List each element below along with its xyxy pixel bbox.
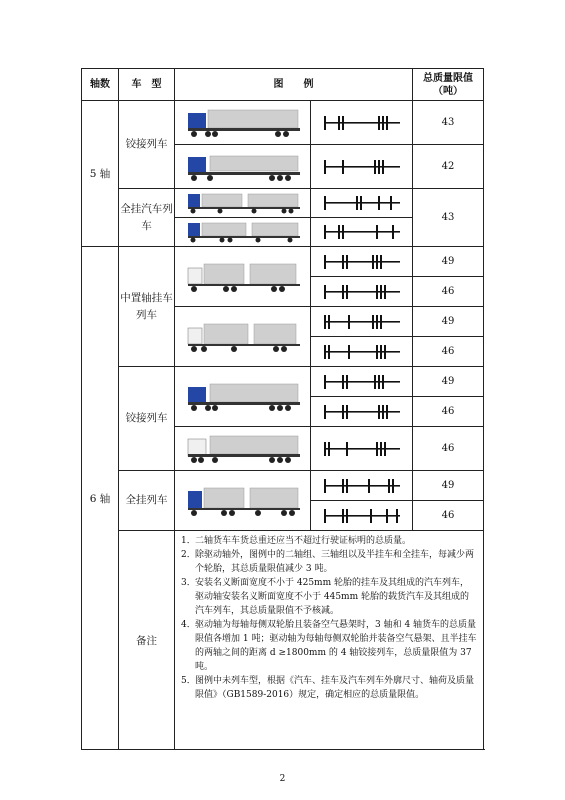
- mass-limit-value: 43: [413, 101, 484, 145]
- mass-limit-value: 46: [413, 337, 484, 367]
- mass-limit-table: [81, 68, 484, 750]
- vehicle-image: [175, 101, 311, 145]
- note-item: 5． 图例中未列车型，根据《汽车、挂车及汽车列车外廓尺寸、轴荷及质量限值》（GB1589-2016）规定，确定相应的总质量限值。: [181, 676, 475, 700]
- vehicle-image: [175, 307, 311, 367]
- notes-list: [181, 534, 477, 702]
- table-row: [82, 101, 484, 145]
- vehicle-image: [175, 189, 311, 218]
- vehicle-image: [175, 471, 311, 531]
- vehicle-image: [175, 367, 311, 427]
- axle-diagram: [311, 427, 413, 471]
- table-row: [82, 247, 484, 277]
- axle-count-5: 5 轴: [82, 101, 119, 247]
- mass-limit-value: 46: [413, 277, 484, 307]
- axle-count-6: 6 轴: [82, 247, 119, 750]
- header-vehicle-type: 车 型: [119, 69, 175, 101]
- vehicle-image: [175, 427, 311, 471]
- mass-limit-value: 42: [413, 145, 484, 189]
- note-item: 2． 除驱动轴外，图例中的二轴组、三轴组以及半挂车和全挂车，每减少两个轮胎，其总质量限值减少 3 吨。: [181, 550, 475, 574]
- vehicle-image: [175, 218, 311, 247]
- vehicle-type-centre-axle-trailer-6: 中置轴挂车列车: [119, 247, 175, 367]
- mass-limit-value: 49: [413, 307, 484, 337]
- table-row: [82, 471, 484, 501]
- mass-limit-value: 46: [413, 427, 484, 471]
- vehicle-type-articulated-6: 铰接列车: [119, 367, 175, 471]
- axle-diagram: [311, 247, 413, 277]
- page-number: 2: [279, 774, 286, 784]
- notes-row: [82, 531, 484, 750]
- mass-limit-value: 46: [413, 501, 484, 531]
- table-row: [82, 189, 484, 218]
- axle-diagram: [311, 277, 413, 307]
- mass-limit-value: 49: [413, 471, 484, 501]
- axle-diagram: [311, 501, 413, 531]
- vehicle-type-articulated-5: 铰接列车: [119, 101, 175, 189]
- note-item: 1． 二轴货车车货总重还应当不超过行驶证标明的总质量。: [181, 536, 412, 546]
- header-mass-limit: 总质量限值 （吨）: [413, 69, 484, 101]
- mass-limit-value: 43: [413, 189, 484, 247]
- vehicle-image: [175, 145, 311, 189]
- mass-limit-value: 49: [413, 247, 484, 277]
- axle-diagram: [311, 397, 413, 427]
- header-diagram: 图 例: [175, 69, 413, 101]
- vehicle-image: [175, 247, 311, 307]
- notes-content: [175, 531, 484, 750]
- mass-limit-value: 49: [413, 367, 484, 397]
- axle-diagram: [311, 218, 413, 247]
- notes-label: 备注: [119, 531, 175, 750]
- axle-diagram: [311, 189, 413, 218]
- axle-diagram: [311, 367, 413, 397]
- axle-diagram: [311, 101, 413, 145]
- axle-diagram: [311, 145, 413, 189]
- table-row: [82, 367, 484, 397]
- header-axles: 轴数: [82, 69, 119, 101]
- axle-diagram: [311, 471, 413, 501]
- vehicle-type-full-trailer-5: 全挂汽车列车: [119, 189, 175, 247]
- note-item: 4． 驱动轴为每轴每侧双轮胎且装备空气悬架时，3 轴和 4 轴货车的总质量限值各增加 1 吨；驱动轴为每轴每侧双轮胎并装备空气悬架、且半挂车的两轴之间的距离 d ≥1800mm 的 4 轴铰接列车，总质量限值为 37 吨。: [181, 620, 477, 672]
- vehicle-type-full-trailer-6: 全挂列车: [119, 471, 175, 531]
- mass-limit-value: 46: [413, 397, 484, 427]
- table-header-row: [82, 69, 484, 101]
- axle-diagram: [311, 337, 413, 367]
- note-item: 3． 安装名义断面宽度不小于 425mm 轮胎的挂车及其组成的汽车列车，驱动轴安装名义断面宽度不小于 445mm 轮胎的载货汽车及其组成的汽车列车，其总质量限值不予核减。: [181, 578, 469, 616]
- axle-diagram: [311, 307, 413, 337]
